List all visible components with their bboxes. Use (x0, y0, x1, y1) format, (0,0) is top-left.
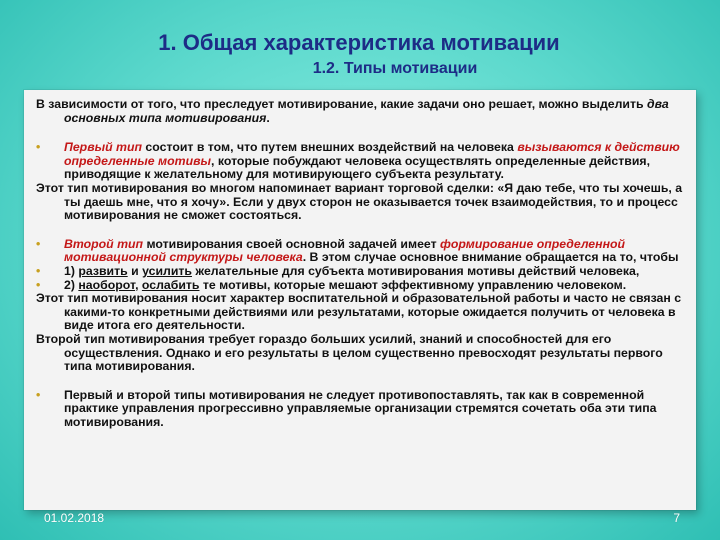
item-develop-bullet: • 1) развить и усилить желательные для субъекта мотивирования мотивы действий человека, (36, 263, 640, 278)
footer-date: 01.02.2018 (44, 511, 105, 525)
nature-paragraph: Этот тип мотивирования носит характер воспитательной и образовательной работы и часто не связан с какими-то конкретными действиями или результатами, которые ожидается получить от человека в виде итога его деятельности. (36, 291, 682, 333)
conclusion-bullet: • Первый и второй типы мотивирования не следует противопоставлять, так как в современной практике управления прогрессивно управляемые организации стремятся сочетать оба эти типа мотивирования. (36, 387, 657, 429)
trade-paragraph: Этот тип мотивирования во многом напоминает вариант торговой сделки: «Я даю тебе, что ты хочешь, а ты даешь мне, что я хочу». Если у двух сторон не оказывается точек взаимодействия, то и процесс мотивирования не сможет состояться. (36, 180, 683, 223)
slide-title: 1. Общая характеристика мотивации (158, 30, 560, 55)
page-number: 7 (673, 511, 680, 525)
bullet-icon: • (36, 236, 41, 251)
bullet-icon: • (36, 140, 41, 155)
slide-subtitle: 1.2. Типы мотивации (312, 60, 478, 77)
bullet-icon: • (36, 263, 41, 278)
second-type-bullet: • Второй тип мотивирования своей основной задачей имеет формирование определенной мотивационной структуры человека. В этом случае основное внимание обращается на то, чтобы (36, 236, 679, 265)
first-type-bullet: • Первый тип состоит в том, что путем внешних воздействий на человека вызываются к действию определенные мотивы, которые побуждают человека осуществлять определенные действия, приводящие к желательному для мотивирующего субъекта результату. (36, 140, 680, 182)
item-weaken-bullet: • 2) наоборот, ослабить те мотивы, которые мешают эффективному управлению человеком. (36, 277, 627, 292)
bullet-icon: • (36, 277, 41, 292)
bullet-icon: • (36, 387, 41, 402)
intro-paragraph: В зависимости от того, что преследует мотивирование, какие задачи оно решает, можно выделить два основных типа мотивирования. (36, 97, 669, 125)
effort-paragraph: Второй тип мотивирования требует гораздо больших усилий, знаний и способностей для его осуществления. Однако и его результаты в целом существенно превосходят результаты первого типа мотивирования. (36, 331, 663, 374)
slide-content (36, 98, 686, 429)
